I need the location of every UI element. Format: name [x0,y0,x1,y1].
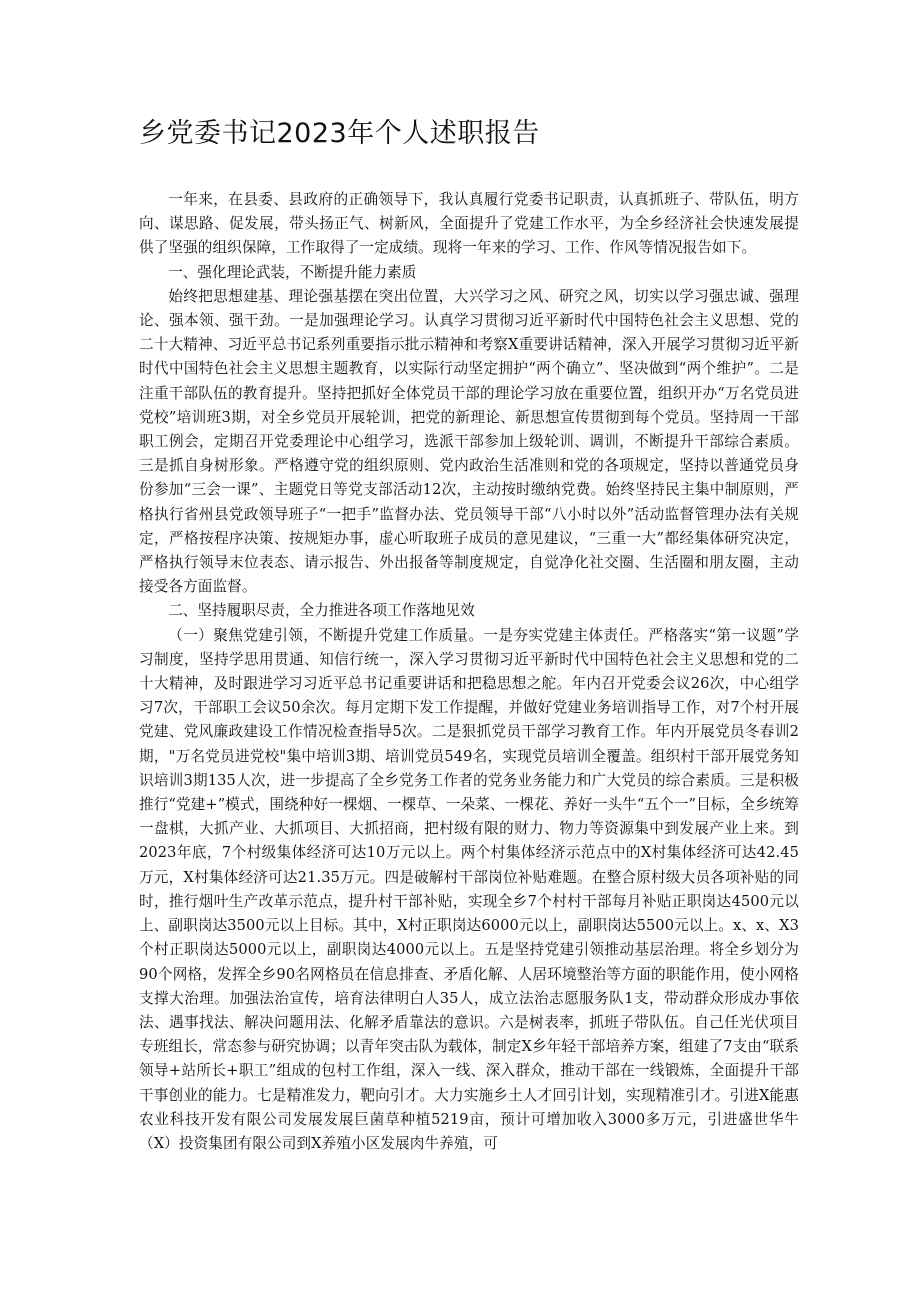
document-title: 乡党委书记2023年个人述职报告 [139,118,540,149]
intro-paragraph: 一年来，在县委、县政府的正确领导下，我认真履行党委书记职责，认真抓班子、带队伍，明方向、谋思路、促发展，带头扬正气、树新风，全面提升了党建工作水平，为全乡经济社会快速发展提供了坚强的组织保障，工作取得了一定成绩。现将一年来的学习、工作、作风等情况报告如下。 [139,191,799,257]
section-2-heading: 二、坚持履职尽责，全力推进各项工作落地见效 [168,602,475,620]
section-1-heading: 一、强化理论武装，不断提升能力素质 [168,263,417,281]
document-page [139,112,799,1156]
section-1-body: 始终把思想建基、理论强基摆在突出位置，大兴学习之风、研究之风，切实以学习强忠诚、强理论、强本领、强干劲。一是加强理论学习。认真学习贯彻习近平新时代中国特色社会主义思想、党的二十大精神、习近平总书记系列重要指示批示精神和考察X重要讲话精神，深入开展学习贯彻习近平新时代中国特色社会主义思想主题教育，以实际行动坚定拥护“两个确立”、坚决做到“两个维护”。二是注重干部队伍的教育提升。坚持把抓好全体党员干部的理论学习放在重要位置，组织开办“万名党员进党校”培训班3期，对全乡党员开展轮训，把党的新理论、新思想宣传贯彻到每个党员。坚持周一干部职工例会，定期召开党委理论中心组学习，选派干部参加上级轮训、调训，不断提升干部综合素质。三是抓自身树形象。严格遵守党的组织原则、党内政治生活准则和党的各项规定，坚持以普通党员身份参加“三会一课”、主题党日等党支部活动12次，主动按时缴纳党费。始终坚持民主集中制原则，严格执行省州县党政领导班子“一把手”监督办法、党员领导干部“八小时以外”活动监督管理办法有关规定，严格按程序决策、按规矩办事，虚心听取班子成员的意见建议，“三重一大”都经集体研究决定，严格执行领导末位表态、请示报告、外出报备等制度规定，自觉净化社交圈、生活圈和朋友圈，主动接受各方面监督。 [139,287,799,596]
section-2-body: （一）聚焦党建引领，不断提升党建工作质量。一是夯实党建主体责任。严格落实“第一议题”学习制度，坚持学思用贯通、知信行统一，深入学习贯彻习近平新时代中国特色社会主义思想和党的二十大精神，及时跟进学习习近平总书记重要讲话和把稳思想之舵。年内召开党委会议26次，中心组学习7次，干部职工会议50余次。每月定期下发工作提醒，并做好党建业务培训指导工作，对7个村开展党建、党风廉政建设工作情况检查指导5次。二是狠抓党员干部学习教育工作。年内开展党员冬春训2期，"万名党员进党校"集中培训3期、培训党员549名，实现党员培训全覆盖。组织村干部开展党务知识培训3期135人次，进一步提高了全乡党务工作者的党务业务能力和广大党员的综合素质。三是积极推行“党建+”模式，围绕种好一棵烟、一棵草、一朵菜、一棵花、养好一头牛“五个一”目标，全乡统筹一盘棋，大抓产业、大抓项目、大抓招商，把村级有限的财力、物力等资源集中到发展产业上来。到2023年底，7个村级集体经济可达10万元以上。两个村集体经济示范点中的X村集体经济可达42.45万元，X村集体经济可达21.35万元。四是破解村干部岗位补贴难题。在整合原村级大员各项补贴的同时，推行烟叶生产改革示范点，提升村干部补贴，实现全乡7个村村干部每月补贴正职岗达4500元以上、副职岗达3500元以上目标。其中，X村正职岗达6000元以上，副职岗达5500元以上。x、x、X3个村正职岗达5000元以上，副职岗达4000元以上。五是坚持党建引领推动基层治理。将全乡划分为90个网格，发挥全乡90名网格员在信息排查、矛盾化解、人居环境整治等方面的职能作用，使小网格支撑大治理。加强法治宣传，培育法律明白人35人，成立法治志愿服务队1支，带动群众形成办事依法、遇事找法、解决问题用法、化解矛盾靠法的意识。六是树表率，抓班子带队伍。自己任光伏项目专班组长，常态参与研究协调；以青年突击队为载体，制定X乡年轻干部培养方案，组建了7支由“联系领导+站所长+职工”组成的包村工作组，深入一线、深入群众，推动干部在一线锻炼，全面提升干部干事创业的能力。七是精准发力，靶向引才。大力实施乡土人才回引计划，实现精准引才。引进X能惠农业科技开发有限公司发展发展巨菌草种植5219亩，预计可增加收入3000多万元，引进盛世华牛（X）投资集团有限公司到X养殖小区发展肉牛养殖，可 [139,626,799,1152]
